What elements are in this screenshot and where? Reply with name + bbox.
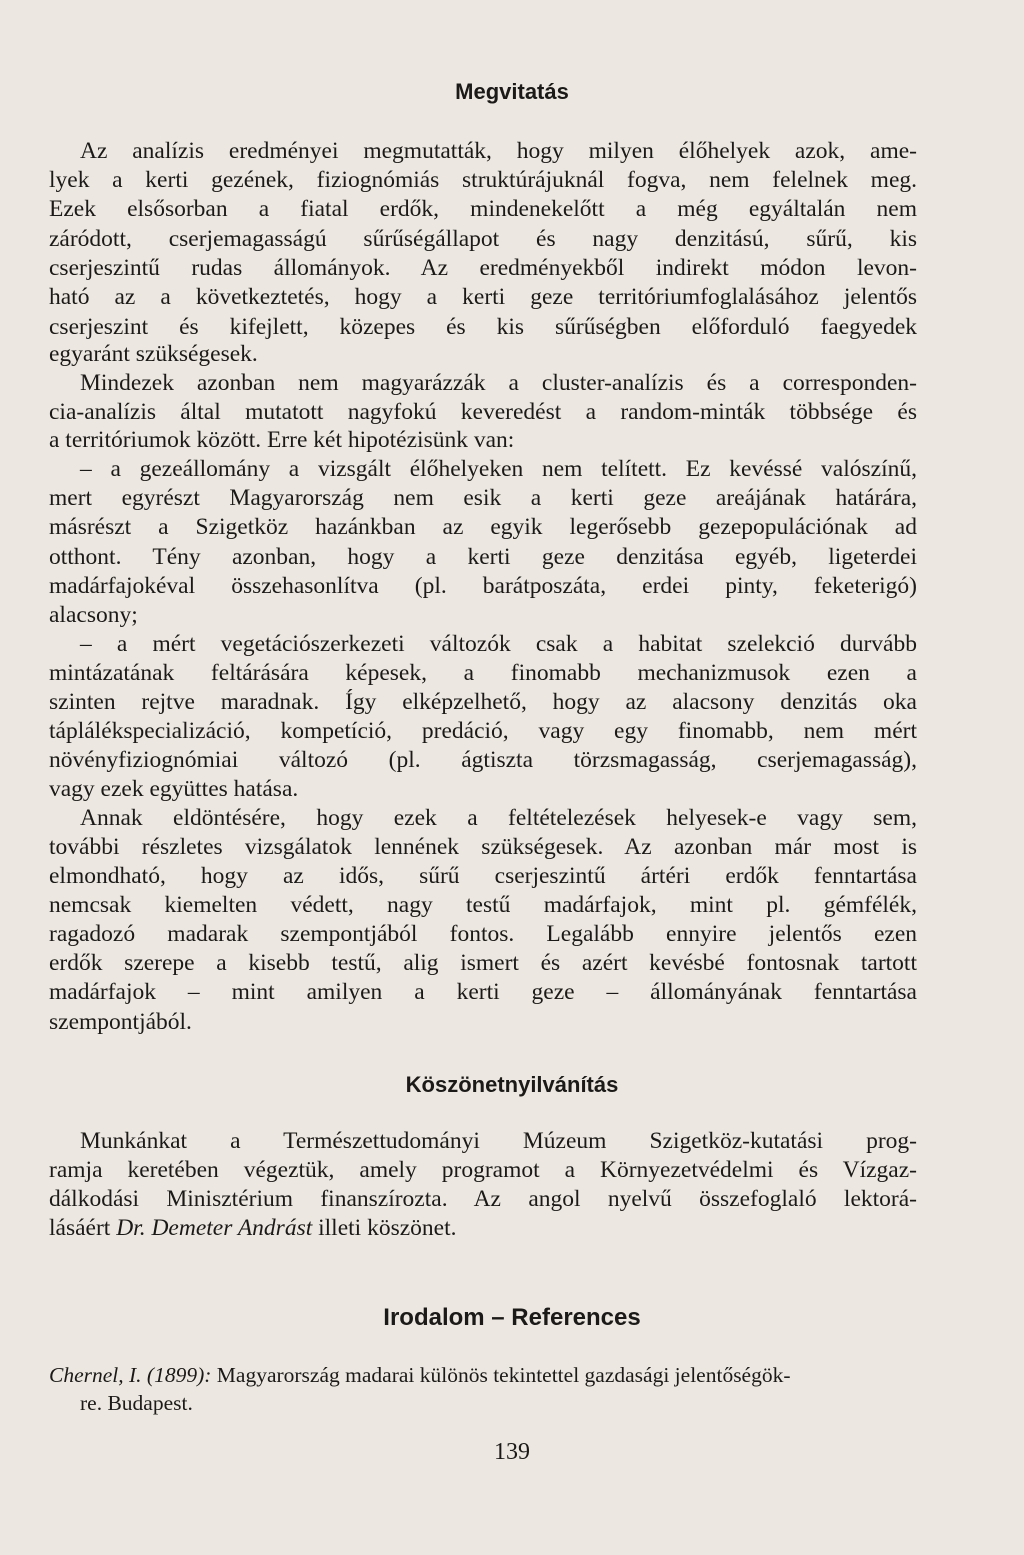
text-line: cserjeszintű rudas állományok. Az eredményekből indirekt módon levon- <box>49 255 917 281</box>
text-line: mert egyrészt Magyarország nem esik a kerti geze areájának határára, <box>49 485 917 511</box>
reference-title: Magyarország madarai különös tekintettel gazdasági jelentőségök- <box>211 1363 791 1387</box>
text-line: Annak eldöntésére, hogy ezek a feltételezések helyesek-e vagy sem, <box>80 805 917 831</box>
text-line <box>49 1214 917 1243</box>
text-line: Ezek elsősorban a fiatal erdők, mindenekelőtt a még egyáltalán nem <box>49 196 917 222</box>
text-line: záródott, cserjemagasságú sűrűségállapot és nagy denzitású, sűrű, kis <box>49 226 917 252</box>
text-line: – a mért vegetációszerkezeti változók csak a habitat szelekció durvább <box>80 631 917 657</box>
text-line: elmondható, hogy az idős, sűrű cserjeszintű ártéri erdők fenntartása <box>49 863 917 889</box>
text-line: alacsony; <box>49 602 138 628</box>
ack-text-before: lásáért <box>49 1215 117 1241</box>
reference-entry-continuation: re. Budapest. <box>80 1391 193 1415</box>
section-heading-acknowledgements: Köszönetnyilvánítás <box>405 1072 619 1097</box>
text-line: szempontjából. <box>49 1009 192 1035</box>
text-line: ragadozó madarak szempontjából fontos. Legalább ennyire jelentős ezen <box>49 921 917 947</box>
section-heading-discussion: Megvitatás <box>455 79 569 104</box>
text-line: egyaránt szükségesek. <box>49 341 258 367</box>
text-line: Munkánkat a Természettudományi Múzeum Szigetköz-kutatási prog- <box>80 1128 917 1154</box>
text-line: vagy ezek együttes hatása. <box>49 776 299 802</box>
reference-entry <box>49 1361 917 1390</box>
text-line: szinten rejtve maradnak. Így elképzelhető, hogy az alacsony denzitás oka <box>49 689 917 715</box>
reference-author-year: Chernel, I. (1899): <box>49 1363 212 1387</box>
text-line: táplálékspecializáció, kompetíció, predáció, vagy egy finomabb, nem mért <box>49 718 917 744</box>
page-number: 139 <box>494 1439 530 1465</box>
text-line: Az analízis eredményei megmutatták, hogy milyen élőhelyek azok, ame- <box>80 138 917 164</box>
text-line: – a gezeállomány a vizsgált élőhelyeken nem telített. Ez kevéssé valószínű, <box>80 456 917 482</box>
text-line: növényfiziognómiai változó (pl. ágtiszta törzsmagasság, cserjemagasság), <box>49 747 917 773</box>
text-line: madárfajok – mint amilyen a kerti geze – állományának fenntartása <box>49 979 917 1005</box>
text-line: otthont. Tény azonban, hogy a kerti geze denzitása egyéb, ligeterdei <box>49 544 917 570</box>
text-line: Mindezek azonban nem magyarázzák a cluster-analízis és a corresponden- <box>80 370 917 396</box>
text-line: lyek a kerti gezének, fiziognómiás struktúrájuknál fogva, nem felelnek meg. <box>49 167 917 193</box>
text-line: mintázatának feltárására képesek, a finomabb mechanizmusok ezen a <box>49 660 917 686</box>
text-line: a territóriumok között. Erre két hipotézisünk van: <box>49 427 515 453</box>
text-line: nemcsak kiemelten védett, nagy testű madárfajok, mint pl. gémfélék, <box>49 892 917 918</box>
text-line: erdők szerepe a kisebb testű, alig ismert és azért kevésbé fontosnak tartott <box>49 950 917 976</box>
text-line: további részletes vizsgálatok lennének szükségesek. Az azonban már most is <box>49 834 917 860</box>
person-name: Dr. Demeter Andrást <box>116 1215 313 1241</box>
text-line: ramja keretében végeztük, amely programot a Környezetvédelmi és Vízgaz- <box>49 1157 917 1183</box>
text-line: dálkodási Minisztérium finanszírozta. Az angol nyelvű összefoglaló lektorá- <box>49 1186 917 1212</box>
text-line: cia-analízis által mutatott nagyfokú keveredést a random-minták többsége és <box>49 399 917 425</box>
text-line: madárfajokéval összehasonlítva (pl. barátposzáta, erdei pinty, feketerigó) <box>49 573 917 599</box>
section-heading-references: Irodalom – References <box>383 1304 641 1331</box>
text-line: ható az a következtetés, hogy a kerti geze territóriumfoglalásához jelentős <box>49 284 917 310</box>
text-line: másrészt a Szigetköz hazánkban az egyik legerősebb gezepopulációnak ad <box>49 514 917 540</box>
text-line: cserjeszint és kifejlett, közepes és kis sűrűségben előforduló faegyedek <box>49 314 917 340</box>
ack-text-after: illeti köszönet. <box>312 1215 457 1241</box>
